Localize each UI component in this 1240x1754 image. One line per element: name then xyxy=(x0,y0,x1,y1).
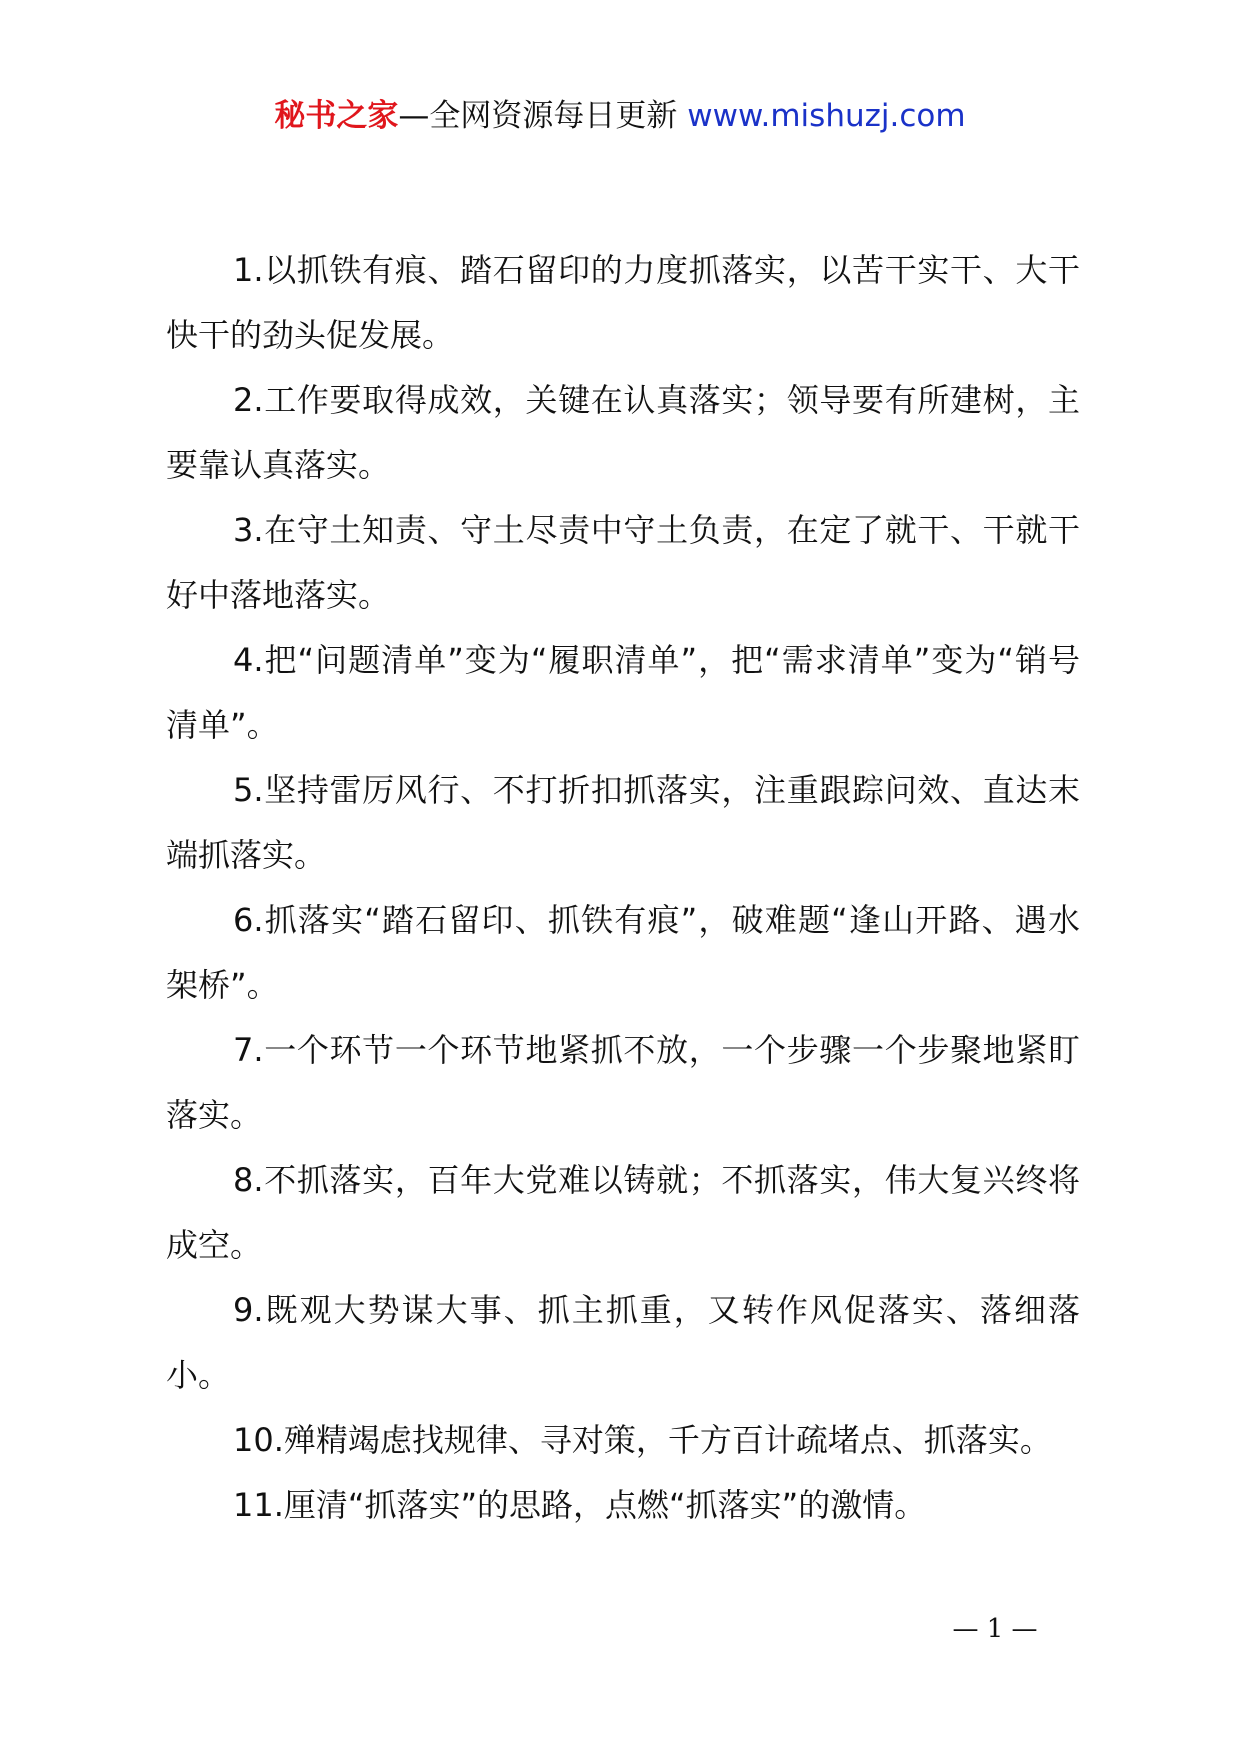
page-number: — 1 — xyxy=(952,1614,1038,1644)
list-item: 6.抓落实“踏石留印、抓铁有痕”，破难题“逢山开路、遇水架桥”。 xyxy=(166,901,1080,1004)
site-banner xyxy=(0,96,1240,136)
list-item: 3.在守土知责、守土尽责中守土负责，在定了就干、干就干好中落地落实。 xyxy=(166,511,1080,614)
list-item: 7.一个环节一个环节地紧抓不放，一个步骤一个步聚地紧盯落实。 xyxy=(166,1031,1080,1134)
site-tagline: —全网资源每日更新 xyxy=(398,98,688,134)
list-item: 11.厘清“抓落实”的思路，点燃“抓落实”的激情。 xyxy=(233,1486,927,1524)
document-body xyxy=(166,238,1080,1538)
list-item: 2.工作要取得成效，关键在认真落实；领导要有所建树，主要靠认真落实。 xyxy=(166,381,1080,484)
list-item: 9.既观大势谋大事、抓主抓重，又转作风促落实、落细落小。 xyxy=(166,1291,1080,1394)
list-item: 5.坚持雷厉风行、不打折扣抓落实，注重跟踪问效、直达末端抓落实。 xyxy=(166,771,1080,874)
list-item: 8.不抓落实，百年大党难以铸就；不抓落实，伟大复兴终将成空。 xyxy=(166,1161,1080,1264)
site-brand: 秘书之家 xyxy=(274,98,399,134)
site-url[interactable]: www.mishuzj.com xyxy=(687,98,966,134)
list-item: 4.把“问题清单”变为“履职清单”，把“需求清单”变为“销号清单”。 xyxy=(166,641,1080,744)
list-item: 1.以抓铁有痕、踏石留印的力度抓落实，以苦干实干、大干快干的劲头促发展。 xyxy=(166,251,1080,354)
list-item: 10.殚精竭虑找规律、寻对策，千方百计疏堵点、抓落实。 xyxy=(233,1421,1052,1459)
